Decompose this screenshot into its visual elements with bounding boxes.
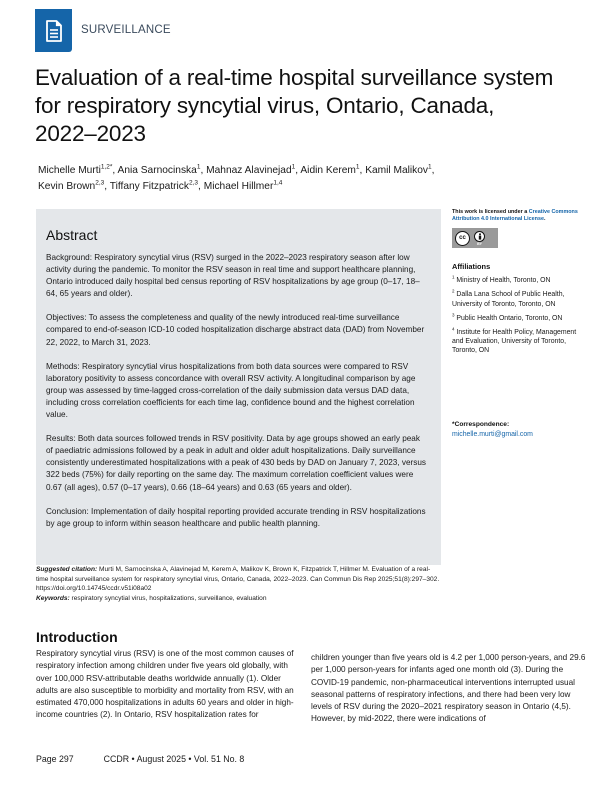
affiliations-heading: Affiliations bbox=[452, 262, 491, 272]
affiliation-item bbox=[452, 290, 580, 308]
author-name: Aidin Kerem bbox=[300, 165, 356, 176]
keywords-label: Keywords: bbox=[36, 594, 70, 602]
affiliation-item bbox=[452, 276, 580, 285]
affiliation-number: 1 bbox=[452, 274, 455, 280]
correspondence-label: *Correspondence: bbox=[452, 421, 510, 428]
author-list: Michelle Murti$^{1,2*}$, Ania Sarnocinska$^1$, Mahnaz Alavinejad$^1$, Aidin Kerem$^1$, Kamil Malikov$^1$, Kevin Brown$^{2,3}$, Tiffany Fitzpatrick$^{2,3}$, Michael Hillmer$^{1,4}$ bbox=[38, 163, 435, 192]
sidebar bbox=[452, 209, 592, 356]
page-number: Page 297 bbox=[36, 754, 74, 764]
abstract-heading: Abstract bbox=[46, 227, 98, 243]
cc-by-badge[interactable] bbox=[452, 228, 498, 248]
section-label: SURVEILLANCE bbox=[81, 24, 171, 36]
author-affiliation-marker: 1,4 bbox=[273, 179, 283, 187]
license-notice bbox=[452, 209, 592, 222]
affiliation-text: Dalla Lana School of Public Health, University of Toronto, Toronto, ON bbox=[452, 291, 565, 308]
affiliation-item bbox=[452, 328, 580, 356]
abstract-results: Results: Both data sources followed trends in RSV positivity. Data by age groups showed an early peak of paediatric admissions followed by a peak in adult and older adult hospitalizations. Daily surveillance consistently underestimated hospitalizations with a peak of 430 beds by DAD on January 7, 2023, versus 322 beds (75%) for daily reporting on the same day. The maximum correlation coefficient values were 0.67 (all ages), 0.57 (0–17 years), 0.66 (18–64 years) and 0.63 (65 years and older). bbox=[46, 434, 427, 492]
document-icon bbox=[45, 20, 63, 42]
introduction-heading: Introduction bbox=[36, 629, 118, 645]
author-name: Mahnaz Alavinejad bbox=[206, 165, 292, 176]
author-name: Michelle Murti bbox=[38, 165, 101, 176]
introduction-column-right: children younger than five years old is 4.2 per 1,000 person-years, and 29.6 per 1,000 person-years for infants aged one month old (3). During the COVID-19 pandemic, non-pharmaceutical interventions interrupted usual seasonal patterns of respiratory infections, and there had been very low levels of RSV during the 2020–2021 respiratory season in Ontario (4,5). However, by mid-2022, there were indications of bbox=[311, 653, 586, 724]
author-affiliation-marker: 1 bbox=[355, 163, 360, 171]
person-icon bbox=[474, 231, 485, 242]
license-link[interactable]: Creative Commons Attribution 4.0 International License bbox=[452, 209, 578, 222]
author-name: Kevin Brown bbox=[38, 180, 96, 192]
license-suffix: . bbox=[543, 215, 546, 222]
by-label: BY bbox=[477, 241, 482, 246]
citation-text: Murti M, Sarnocinska A, Alavinejad M, Kerem A, Malikov K, Brown K, Fitzpatrick T, Hillmer M. Evaluation of a real-time hospital surveillance system for respiratory syncytial virus, Ontario, Canada, 2022–2023. Can Commun Dis Rep 2025;51(8):297–302. https://doi.org/10.14745/ccdr.v51i08a02 bbox=[36, 566, 440, 593]
keywords-text: respiratory syncytial virus, hospitalizations, surveillance, evaluation bbox=[69, 594, 267, 602]
author-affiliation-marker: 1 bbox=[196, 163, 201, 171]
abstract-objectives: Objectives: To assess the completeness and quality of the newly introduced real-time surveillance compared to end-of-season ICD-10 coded hospitalization discharge abstract data (DAD) from November 22, 2022, to March 31, 2023. bbox=[46, 313, 425, 347]
abstract-box bbox=[36, 209, 441, 565]
author-affiliation-marker: 2,3 bbox=[189, 179, 199, 187]
abstract-conclusion: Conclusion: Implementation of daily hospital reporting provided accurate trending in RSV hospitalizations by age group to inform within season healthcare and public health planning. bbox=[46, 506, 426, 528]
author-name: Michael Hillmer bbox=[203, 180, 274, 192]
cc-icon: cc bbox=[455, 231, 470, 246]
abstract-methods: Methods: Respiratory syncytial virus hospitalizations from both data sources were compared to RSV laboratory positivity to assess concordance with overall RSV activity. A longitudinal comparison by age group was assessed by time-lagged cross-correlation of the daily submission data versus DAD data, including cross correlation coefficients for each time lag, confidence bound and the highest correlation value. bbox=[46, 361, 416, 420]
introduction-column-left: Respiratory syncytial virus (RSV) is one of the most common causes of respiratory infection among children under five years old globally, with over 100,000 RSV-attributable deaths worldwide annually (1). Older adults are also susceptible to morbidity and mortality from RSV, with an estimated 470,000 hospitalizations in adults 60 years and older in high-income countries (2). In Ontario, RSV hospitalization rates for bbox=[36, 649, 294, 720]
abstract-background: Background: Respiratory syncytial virus (RSV) surged in the 2022–2023 respiratory season after low activity during the pandemic. To monitor the RSV season in real time and support healthcare planning, Ontario introduced daily hospital bed census reporting of RSV hospitalizations by age group (0–17, 18–64, 65 years and older). bbox=[46, 253, 420, 299]
author-affiliation-marker: 1,2* bbox=[100, 163, 113, 171]
author-affiliation-marker: 2,3 bbox=[95, 179, 105, 187]
author-name: Kamil Malikov bbox=[365, 165, 429, 176]
affiliation-text: Public Health Ontario, Toronto, ON bbox=[454, 314, 563, 322]
affiliations-list bbox=[452, 276, 592, 355]
affiliation-text: Institute for Health Policy, Management and Evaluation, University of Toronto, Toronto, ON bbox=[452, 329, 577, 355]
page-footer bbox=[36, 754, 244, 764]
affiliation-item bbox=[452, 314, 580, 323]
article-title: Evaluation of a real-time hospital surveillance system for respiratory syncytial virus, Ontario, Canada, 2022–2023 bbox=[35, 65, 554, 146]
affiliation-number: 2 bbox=[452, 289, 455, 295]
section-badge bbox=[35, 9, 72, 52]
correspondence-email[interactable]: michelle.murti@gmail.com bbox=[452, 431, 533, 438]
license-prefix: This work is licensed under a bbox=[452, 209, 529, 215]
by-icon bbox=[474, 231, 485, 246]
journal-issue: CCDR • August 2025 • Vol. 51 No. 8 bbox=[103, 754, 245, 764]
author-name: Ania Sarnocinska bbox=[117, 165, 197, 176]
author-affiliation-marker: 1 bbox=[291, 163, 296, 171]
affiliation-number: 3 bbox=[452, 312, 455, 318]
citation-label: Suggested citation: bbox=[36, 566, 98, 573]
author-affiliation-marker: 1 bbox=[428, 163, 432, 171]
affiliation-number: 4 bbox=[452, 326, 455, 332]
suggested-citation bbox=[36, 565, 441, 603]
correspondence bbox=[452, 421, 533, 438]
affiliation-text: Ministry of Health, Toronto, ON bbox=[454, 277, 551, 285]
author-name: Tiffany Fitzpatrick bbox=[109, 180, 189, 192]
